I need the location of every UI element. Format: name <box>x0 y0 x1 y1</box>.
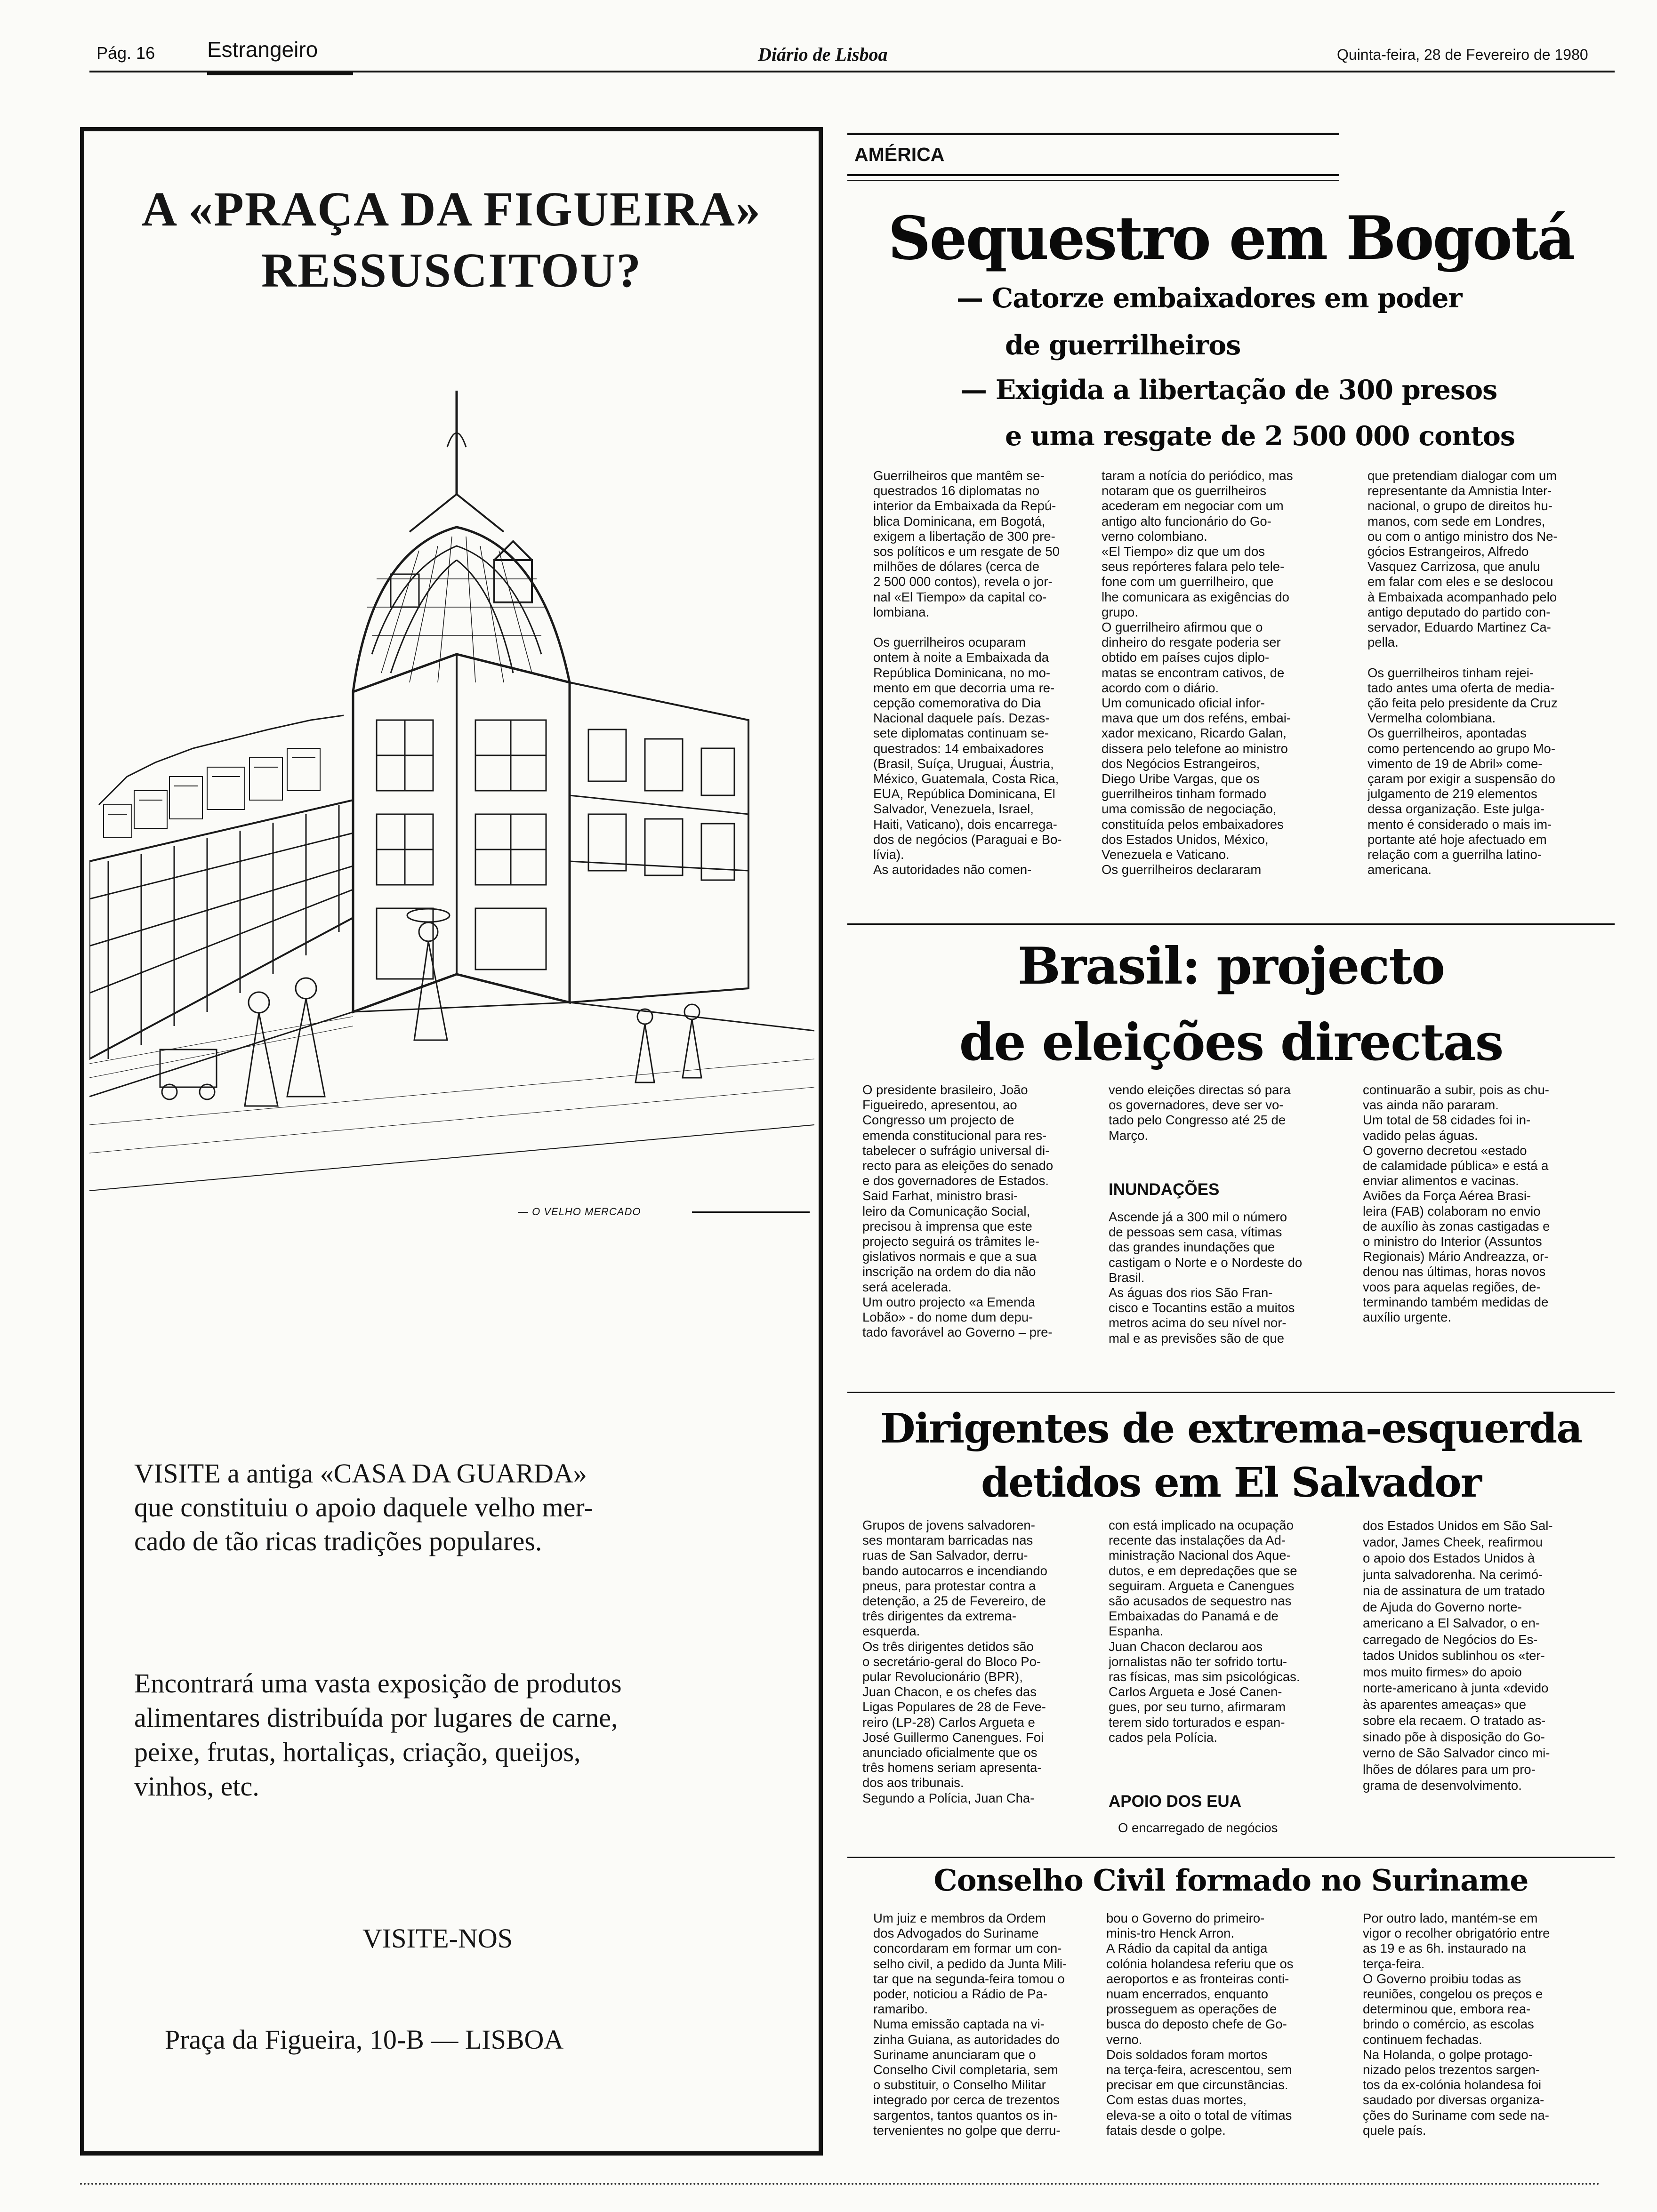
section-america: AMÉRICA <box>854 144 945 165</box>
article-elsalvador-column-1: Grupos de jovens salvadoren- ses montaram barricadas nas ruas de San Salvador, derru- bando autocarros e incendiando pneus, para protestar contra a detenção, a 25 de Fevereiro, de três dirigentes da extrema- esquerda. Os três dirigentes detidos são o secretário-geral do Bloco Po- pular Revolucionário (BPR), Juan Chacon, e os chefes das Ligas Populares de 28 de Feve- reiro (LP-28) Carlos Argueta e José Guillermo Canengues. Foi anunciado oficialmente que os três homens seriam apresenta- dos aos tribunais. Segundo a Polícia, Juan Cha- <box>862 1518 1047 1805</box>
article-3-bottom-rule <box>847 1857 1615 1858</box>
page-number: Pág. 16 <box>97 43 155 63</box>
caption-rule <box>692 1211 810 1213</box>
article-bogota-subtitle-3: — Exigida a libertação de 300 presos <box>960 374 1497 406</box>
article-bogota-title: Sequestro em Bogotá <box>888 203 1574 273</box>
masthead: Diário de Lisboa <box>758 44 888 65</box>
article-elsalvador-subhead-apoio: APOIO DOS EUA <box>1109 1792 1241 1811</box>
article-brasil-column-2b: Ascende já a 300 mil o número de pessoas sem casa, vítimas das grandes inundações que castigam o Norte e o Nordeste do Brasil. As águas dos rios São Fran- cisco e Tocantins estão a muitos metros acima do seu nível nor- mal e as previsões são de que <box>1109 1210 1303 1346</box>
section-rule-bottom-2 <box>847 180 1339 181</box>
article-2-bottom-rule <box>847 1392 1615 1393</box>
section-underline <box>207 71 353 75</box>
article-bogota-column-3: que pretendiam dialogar com um representante da Amnistia Inter- nacional, o grupo de direitos hu- manos, com sede em Londres, ou com o antigo ministro dos Ne- gócios Estrangeiros, Alfredo Vasquez Carrizosa, que anulu em falar com eles e se deslocou à Embaixada acompanhado pelo antigo deputado do partido con- servador, Eduardo Martinez Ca- pella. Os guerrilheiros tinham rejei- tado antes uma oferta de media- ção feita pelo presidente da Cruz Vermelha colombiana. Os guerrilheiros, apontadas como pertencendo ao grupo Mo- vimento de 19 de Abril» come- çaram por exigir a suspensão do julgamento de 219 elementos dessa organização. Este julga- mento é considerado o mais im- portante até hoje afectuado em relação com a guerrilha latino- americana. <box>1367 468 1558 877</box>
article-brasil-title-1: Brasil: projecto <box>1017 937 1445 996</box>
article-brasil-subhead-inundacoes: INUNDAÇÕES <box>1109 1180 1220 1199</box>
article-bogota-subtitle-2: de guerrilheiros <box>1005 329 1241 361</box>
article-elsalvador-column-3: dos Estados Unidos em São Sal- vador, James Cheek, reafirmou o apoio dos Estados Unidos à junta salvadorenha. Na cerimó- nia de assinatura de um tratado de Ajuda do Governo norte- americano a El Salvador, o en- carregado de Negócios do Es- tados Unidos sublinhou os «ter- mos muito firmes» do apoio norte-americano à junta «devido às aparentes ameaças» que sobre ela recaem. O tratado as- sinado põe à disposição do Go- verno de São Salvador cinco mi- lhões de dólares para um pro- grama de desenvolvimento. <box>1363 1518 1553 1793</box>
section-rule-top <box>847 133 1339 135</box>
ad-paragraph-visit: VISITE a antiga «CASA DA GUARDA» que constituiu o apoio daquele velho mer- cado de tão ricas tradições populares. <box>134 1458 593 1556</box>
section-label: Estrangeiro <box>207 37 318 62</box>
section-rule-bottom <box>847 174 1339 176</box>
article-elsalvador-column-2a: con está implicado na ocupação recente das instalações da Ad- ministração Nacional dos Aque- dutos, e em depredações que se seguiram. Argueta e Canengues são acusados de sequestro nas Embaixadas do Panamá e de Espanha. Juan Chacon declarou aos jornalistas não ter sofrido tortu- ras físicas, mas sim psicológicas. Carlos Argueta e José Canen- gues, por seu turno, afirmaram terem sido torturados e espan- cados pela Polícia. <box>1109 1518 1300 1745</box>
article-1-bottom-rule <box>847 923 1615 925</box>
page-bottom-rule <box>80 2183 1601 2185</box>
article-elsalvador-column-2b: O encarregado de negócios <box>1118 1820 1278 1835</box>
page-date: Quinta-feira, 28 de Fevereiro de 1980 <box>1337 46 1588 63</box>
article-bogota-subtitle-4: e uma resgate de 2 500 000 contos <box>1005 420 1515 452</box>
article-suriname-title: Conselho Civil formado no Suriname <box>933 1863 1528 1898</box>
article-suriname-column-3: Por outro lado, mantém-se em vigor o recolher obrigatório entre as 19 e as 6h. instaurado na terça-feira. O Governo proibiu todas as reuniões, congelou os preços e determinou que, embora rea- brindo o comércio, as escolas continuem fechadas. Na Holanda, o golpe protago- nizado pelos trezentos sargen- tos da ex-colónia holandesa foi saudado por diversas organiza- ções do Suriname com sede na- quele país. <box>1363 1911 1550 2138</box>
ad-call-to-action: VISITE-NOS <box>362 1923 513 1954</box>
article-elsalvador-title-2: detidos em El Salvador <box>981 1459 1481 1507</box>
ad-paragraph-products: Encontrará uma vasta exposição de produtos alimentares distribuída por lugares de carne, peixe, frutas, hortaliças, criação, queijos, vinhos, etc. <box>134 1668 622 1802</box>
illustration-caption: — O VELHO MERCADO <box>518 1206 641 1218</box>
article-brasil-column-1: O presidente brasileiro, João Figueiredo, apresentou, ao Congresso um projecto de emenda constitucional para res- tabelecer o sufrágio universal di- recto para as eleições do senado e dos governadores de Estados. Said Farhat, ministro brasi- leiro da Comunicação Social, precisou à imprensa que este projecto seguirá os trâmites le- gislativos normais e que a sua inscrição na ordem do dia não será acelerada. Um outro projecto «a Emenda Lobão» - do nome dum depu- tado favorável ao Governo – pre- <box>862 1082 1054 1340</box>
article-suriname-column-1: Um juiz e membros da Ordem dos Advogados do Suriname concordaram em formar um con- selho civil, a pedido da Junta Mili- tar que na segunda-feira tomou o poder, noticiou a Rádio de Pa- ramaribo. Numa emissão captada na vi- zinha Guiana, as autoridades do Suriname anunciaram que o Conselho Civil completaria, sem o substituir, o Conselho Militar integrado por cerca de trezentos sargentos, tantos quantos os in- tervenientes no golpe que derru- <box>873 1911 1067 2138</box>
article-brasil-column-3: continuarão a subir, pois as chu- vas ainda não pararam. Um total de 58 cidades foi in- vadido pelas águas. O governo decretou «estado de calamidade pública» e está a enviar alimentos e vacinas. Aviões da Força Aérea Brasi- leira (FAB) colaboram no envio de auxílio às zonas castigadas e o ministro do Interior (Assuntos Regionais) Mário Andreazza, or- denou nas últimas, horas novos voos para aquelas regiões, de- terminando também medidas de auxílio urgente. <box>1363 1082 1550 1325</box>
article-bogota-subtitle-1: — Catorze embaixadores em poder <box>957 282 1462 314</box>
market-illustration <box>89 391 814 1242</box>
article-brasil-column-2a: vendo eleições directas só para os governadores, deve ser vo- tado pelo Congresso até 25 de Março. <box>1109 1082 1291 1143</box>
ad-headline-2: RESSUSCITOU? <box>261 243 642 297</box>
article-suriname-column-2: bou o Governo do primeiro- minis-tro Henck Arron. A Rádio da capital da antiga colónia holandesa referiu que os aeroportos e as fronteiras conti- nuam encerrados, enquanto prosseguem as operações de busca do deposto chefe de Go- verno. Dois soldados foram mortos na terça-feira, acrescentou, sem precisar em que circunstâncias. Com estas duas mortes, eleva-se a oito o total de vítimas fatais desde o golpe. <box>1106 1911 1294 2138</box>
article-bogota-column-2: taram a notícia do periódico, mas notaram que os guerrilheiros acederam em negociar com um antigo alto funcionário do Go- verno colombiano. «El Tiempo» diz que um dos seus repórteres falara pelo tele- fone com um guerrilheiro, que lhe comunicara as exigências do grupo. O guerrilheiro afirmou que o dinheiro do resgate poderia ser obtido em países cujos diplo- matas se encontram cativos, de acordo com o diário. Um comunicado oficial infor- mava que um dos reféns, embai- xador mexicano, Ricardo Galan, dissera pelo telefone ao ministro dos Negócios Estrangeiros, Diego Uribe Vargas, que os guerrilheiros tinham formado uma comissão de negociação, constituída pelos embaixadores dos Estados Unidos, México, Venezuela e Vaticano. Os guerrilheiros declararam <box>1102 468 1293 877</box>
ad-address: Praça da Figueira, 10-B — LISBOA <box>165 2024 564 2055</box>
article-bogota-column-1: Guerrilheiros que mantêm se- questrados 16 diplomatas no interior da Embaixada da Repú- blica Dominicana, em Bogotá, exigem a libertação de 300 pre- sos políticos e um resgate de 50 milhões de dólares (cerca de 2 500 000 contos), revela o jor- nal «El Tiempo» da capital co- lombiana. Os guerrilheiros ocuparam ontem à noite a Embaixada da República Dominicana, no mo- mento em que decorria uma re- cepção comemorativa do Dia Nacional daquele país. Dezas- sete diplomatas continuam se- questrados: 14 embaixadores (Brasil, Suíça, Uruguai, Áustria, México, Guatemala, Costa Rica, EUA, República Dominicana, El Salvador, Venezuela, Israel, Haiti, Vaticano), dois encarrega- dos de negócios (Paraguai e Bo- lívia). As autoridades não comen- <box>873 468 1062 877</box>
ad-headline-1: A «PRAÇA DA FIGUEIRA» <box>141 182 762 236</box>
article-elsalvador-title-1: Dirigentes de extrema-esquerda <box>880 1405 1582 1452</box>
article-brasil-title-2: de eleições directas <box>959 1013 1503 1072</box>
